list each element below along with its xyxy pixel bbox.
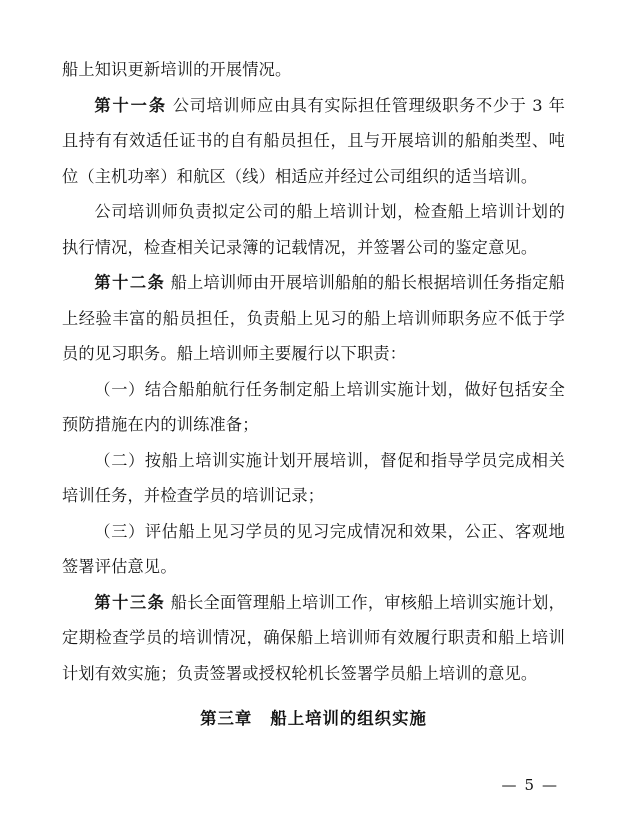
paragraph-text: 公司培训师应由具有实际担任管理级职务不少于 3 年且持有有效适任证书的自有船员担任，且与开展培训的船舶类型、吨位（主机功率）和航区（线）相适应并经过公司组织的适当培训。 <box>62 95 565 186</box>
paragraph-item-3 <box>62 514 565 585</box>
paragraph-text: 公司培训师负责拟定公司的船上培训计划，检查船上培训计划的执行情况，检查相关记录簿的记载情况，并签署公司的鉴定意见。 <box>62 202 565 257</box>
paragraph-continuation <box>62 52 565 88</box>
paragraph-text: （二）按船上培训实施计划开展培训，督促和指导学员完成相关培训任务，并检查学员的培训记录； <box>62 450 565 505</box>
paragraph-article-11 <box>62 88 565 195</box>
paragraph-item-1 <box>62 372 565 443</box>
page-footer <box>495 776 565 794</box>
footer-dash-right: — <box>542 776 559 794</box>
article-number-12: 第十二条 <box>94 273 166 292</box>
chapter-heading <box>62 705 565 729</box>
paragraph-article-12 <box>62 265 565 372</box>
chapter-title: 船上培训的组织实施 <box>270 709 427 728</box>
paragraph-text: 船上培训师由开展培训船舶的船长根据培训任务指定船上经验丰富的船员担任，负责船上见习的船上培训师职务应不低于学员的见习职务。船上培训师主要履行以下职责： <box>62 273 565 363</box>
article-number-13: 第十三条 <box>94 592 166 612</box>
paragraph-text: 船上知识更新培训的开展情况。 <box>62 60 292 79</box>
paragraph-text: （三）评估船上见习学员的见习完成情况和效果，公正、客观地签署评估意见。 <box>62 521 565 576</box>
page-number: 5 <box>524 776 536 794</box>
paragraph-article-13 <box>62 585 565 692</box>
paragraph-article-11-b <box>62 194 565 265</box>
paragraph-text: （一）结合船舶航行任务制定船上培训实施计划，做好包括安全预防措施在内的训练准备； <box>62 379 565 434</box>
footer-dash-left: — <box>501 776 519 794</box>
chapter-number: 第三章 <box>200 709 253 728</box>
paragraph-text: 船长全面管理船上培训工作，审核船上培训实施计划，定期检查学员的培训情况，确保船上培训师有效履行职责和船上培训计划有效实施；负责签署或授权轮机长签署学员船上培训的意见。 <box>62 592 565 683</box>
paragraph-item-2 <box>62 443 565 514</box>
article-number-11: 第十一条 <box>94 95 167 115</box>
